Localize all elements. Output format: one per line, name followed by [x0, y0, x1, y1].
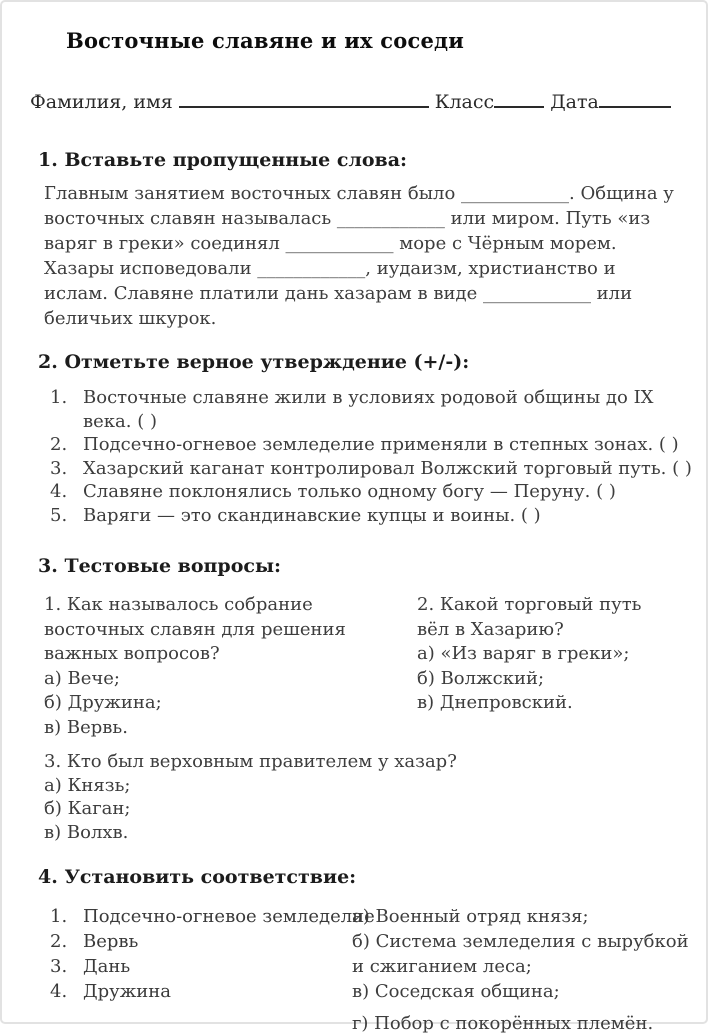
term-text: Подсечно-огневое земледелие: [83, 906, 375, 927]
class-blank-field[interactable]: [494, 92, 544, 108]
statement-text-line: века. ( ): [83, 410, 157, 432]
term-row: [50, 929, 352, 954]
date-blank-field[interactable]: [599, 92, 671, 108]
section2-statements-list: [50, 386, 706, 527]
question2-option-a: а) «Из варяг в греки»;: [417, 643, 630, 664]
question1-line: восточных славян для решения: [44, 618, 346, 640]
matching-terms-column: [50, 904, 375, 1036]
term-text: Дань: [83, 956, 131, 977]
term-number: 4.: [50, 981, 68, 1002]
term-text: Дружина: [83, 981, 172, 1002]
term-row: [50, 904, 375, 929]
fill-line: варяг в греки» соединял ____________ море с Чёрным морем.: [44, 233, 617, 254]
fill-line: Хазары исповедовали ____________, иудаизм, христианство и: [44, 258, 616, 279]
question3-block: [44, 750, 706, 844]
section2-heading: 2. Отметьте верное утверждение (+/-):: [38, 351, 470, 373]
statement-row: [50, 386, 706, 433]
section1-heading: 1. Вставьте пропущенные слова:: [38, 149, 408, 171]
question1-option-v: в) Вервь.: [44, 716, 128, 738]
section3-heading: 3. Тестовые вопросы:: [38, 555, 282, 577]
question1-option-a: а) Вече;: [44, 667, 120, 689]
statement-row: [50, 457, 706, 481]
student-info-line: [30, 91, 706, 113]
section3-question-columns: [44, 593, 706, 740]
statement-text: Варяги — это скандинавские купцы и воины. ( ): [83, 504, 541, 526]
question1-block: [44, 593, 417, 740]
question3-option-b: б) Каган;: [44, 798, 131, 819]
question2-block: [417, 593, 706, 740]
question3-line: 3. Кто был верховным правителем у хазар?: [44, 751, 457, 772]
page-title: Восточные славяне и их соседи: [66, 28, 464, 53]
question1-line: важных вопросов?: [44, 643, 220, 664]
definition-b-line1: б) Система земледелия с вырубкой: [352, 931, 689, 952]
statement-text-line: Восточные славяне жили в условиях родовой общины до IX: [83, 387, 654, 408]
name-blank-field[interactable]: [179, 92, 429, 108]
term-number: 3.: [50, 956, 68, 977]
term-number: 1.: [50, 906, 68, 927]
statement-text: Хазарский каганат контролировал Волжский торговый путь. ( ): [83, 457, 692, 479]
statement-text: Славяне поклонялись только одному богу — Перуну. ( ): [83, 481, 616, 502]
statement-row: [50, 433, 706, 457]
question2-line: вёл в Хазарию?: [417, 618, 564, 640]
section4-matching: [50, 904, 706, 1036]
statement-number: 5.: [50, 504, 68, 526]
definition-a: а) Военный отряд князя;: [352, 906, 589, 927]
question1-option-b: б) Дружина;: [44, 692, 162, 713]
section1-fill-in-paragraph: [44, 181, 706, 331]
statement-number: 4.: [50, 481, 68, 502]
definition-b-line2: и сжиганием леса;: [352, 956, 532, 977]
date-label: Дата: [550, 91, 599, 113]
question3-option-v: в) Волхв.: [44, 821, 129, 843]
statement-number: 1.: [50, 387, 68, 408]
fill-line: Главным занятием восточных славян было ____________. Община у: [44, 183, 674, 204]
class-label: Класс: [434, 91, 495, 113]
question2-line: 2. Какой торговый путь: [417, 594, 642, 615]
term-text: Вервь: [83, 931, 139, 952]
term-row: [50, 979, 352, 1004]
question1-line: 1. Как называлось собрание: [44, 594, 313, 615]
section4-heading: 4. Установить соответствие:: [38, 866, 357, 888]
matching-definitions-column: [352, 904, 706, 1036]
name-label: Фамилия, имя: [30, 91, 173, 113]
statement-row: [50, 504, 706, 528]
question3-option-a: а) Князь;: [44, 774, 131, 796]
statement-number: 3.: [50, 457, 68, 479]
definition-g: г) Побор с покорённых племён.: [352, 1013, 654, 1034]
statement-number: 2.: [50, 434, 68, 455]
question2-option-v: в) Днепровский.: [417, 692, 573, 713]
statement-row: [50, 480, 706, 504]
question2-option-b: б) Волжский;: [417, 667, 545, 689]
fill-line: беличьих шкурок.: [44, 308, 217, 329]
definition-v: в) Соседская община;: [352, 981, 560, 1002]
statement-text: Подсечно-огневое земледелие применяли в степных зонах. ( ): [83, 434, 679, 455]
statement-text: [83, 386, 654, 433]
term-number: 2.: [50, 931, 68, 952]
fill-line: ислам. Славяне платили дань хазарам в виде ____________ или: [44, 283, 633, 304]
fill-line: восточных славян называлась ____________ или миром. Путь «из: [44, 208, 651, 229]
term-row: [50, 954, 352, 979]
